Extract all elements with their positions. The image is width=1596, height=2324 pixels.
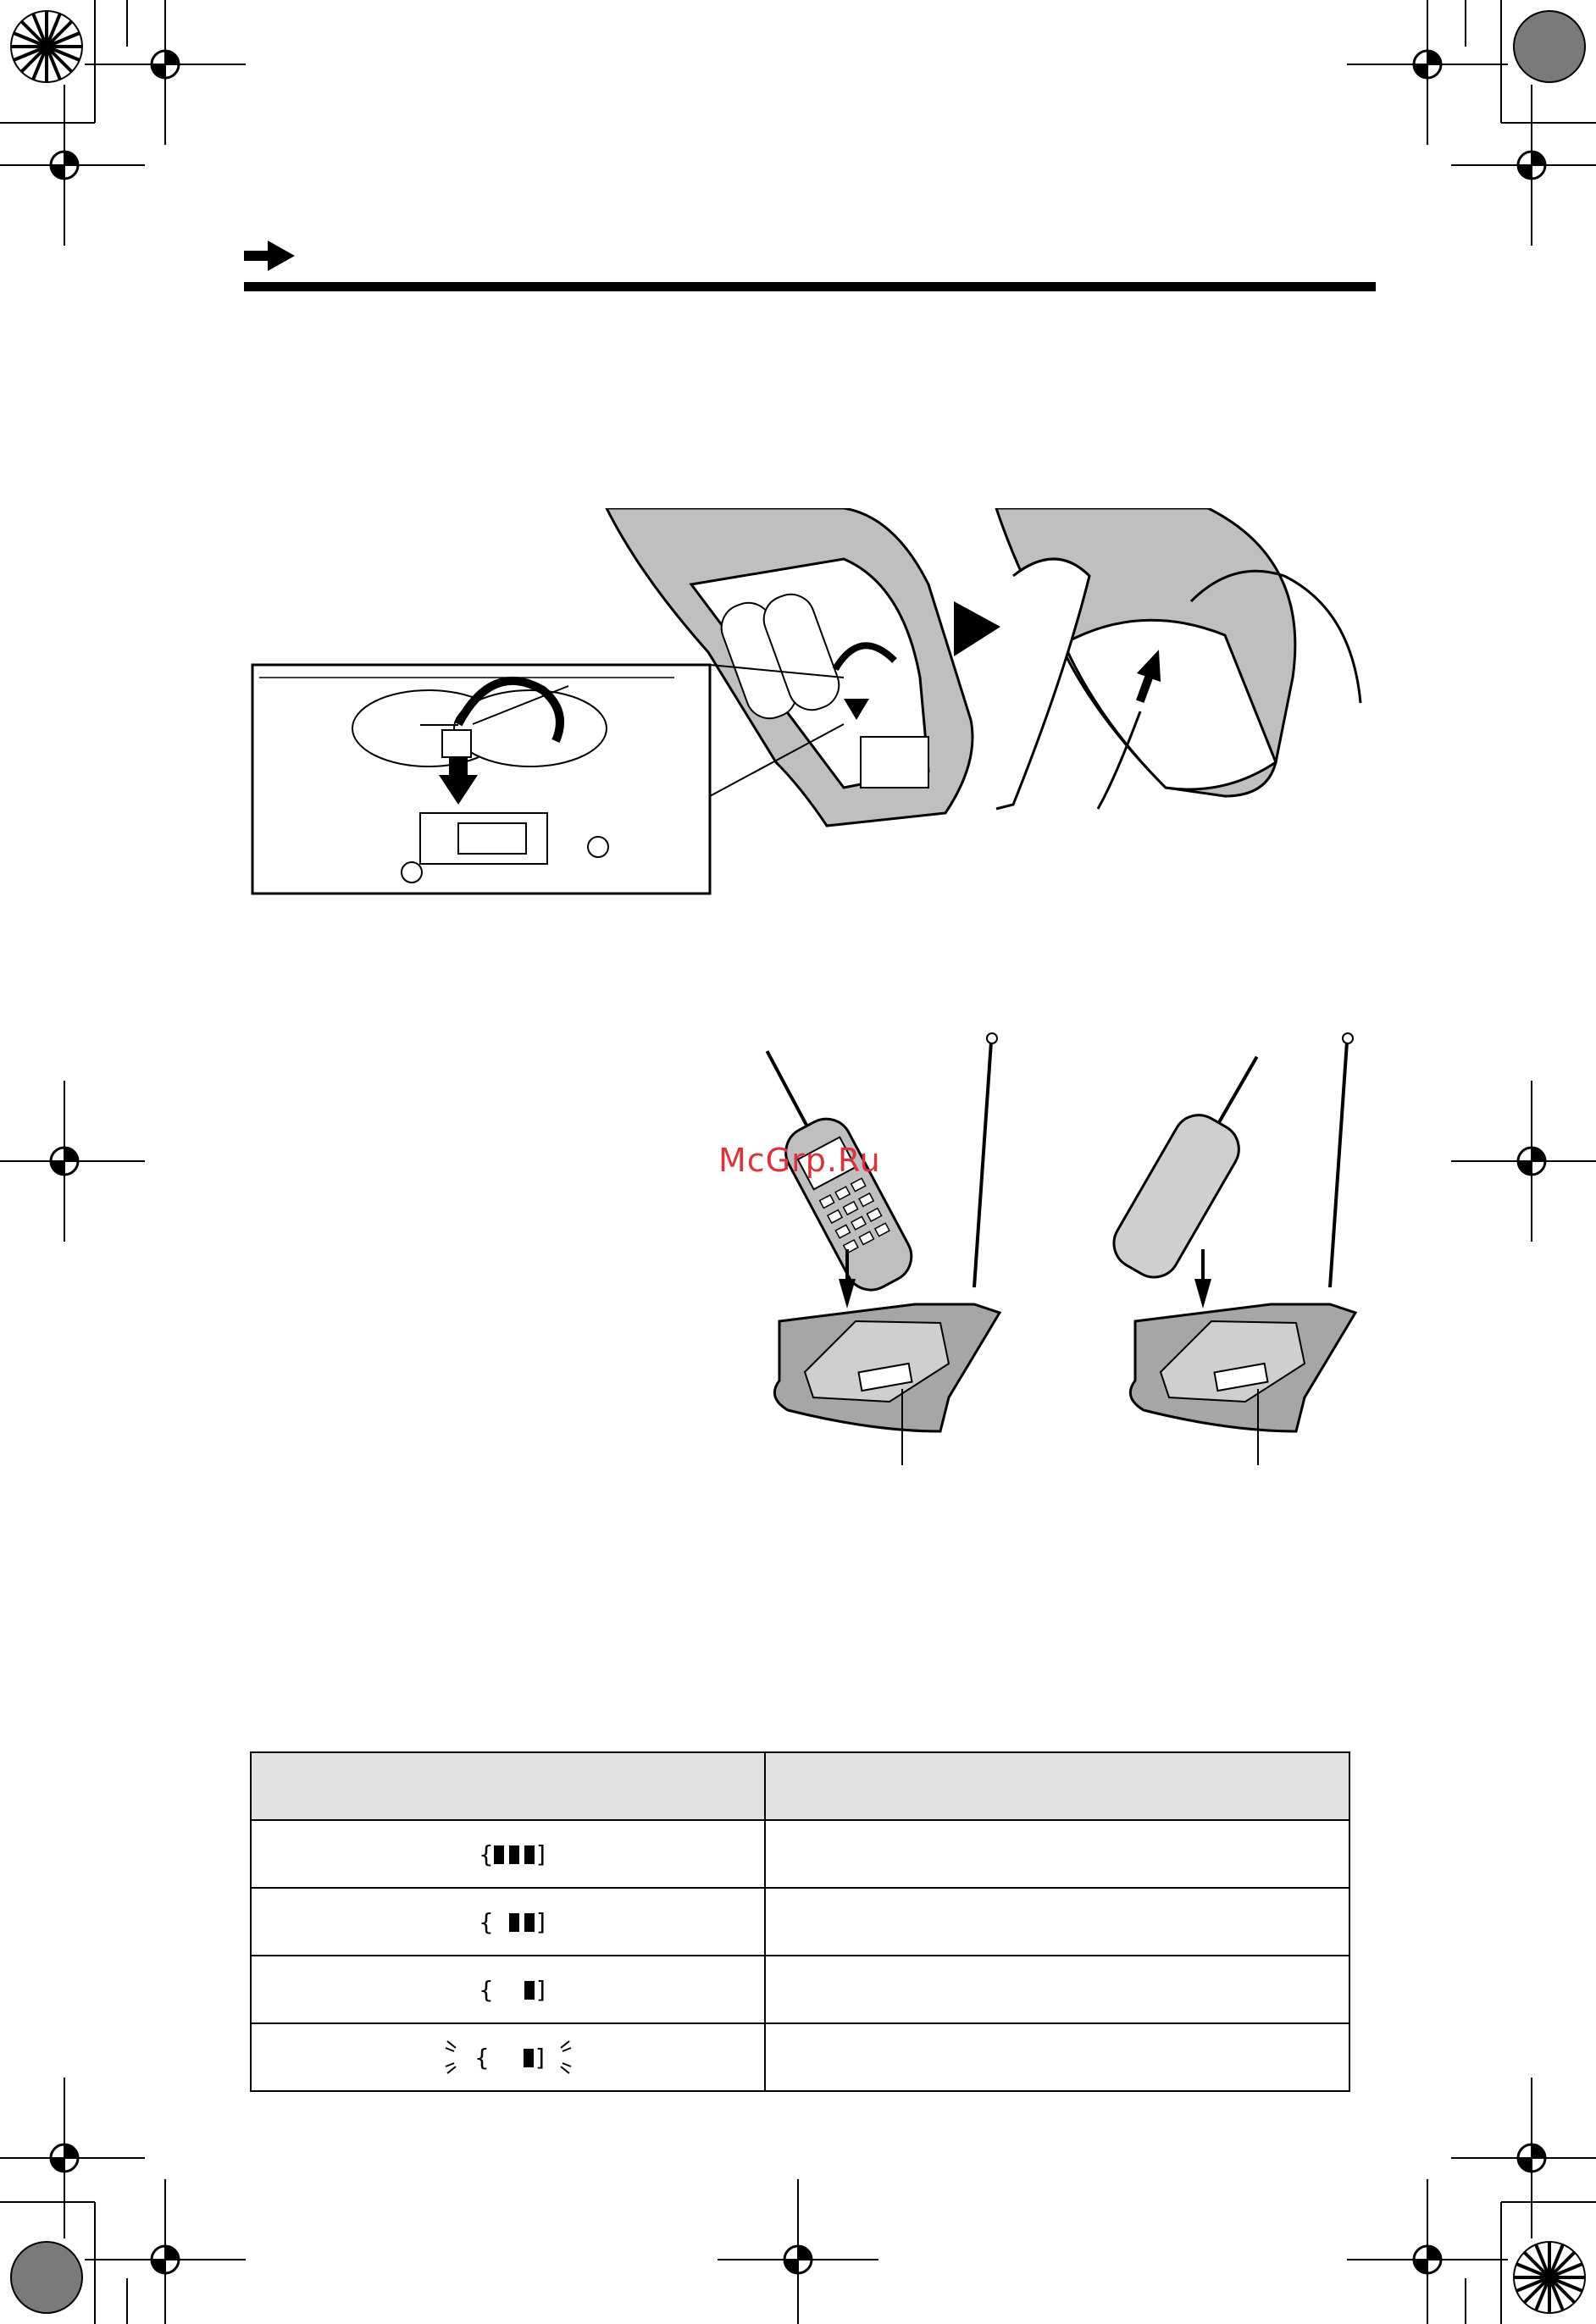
- table-cell-description: [765, 1956, 1349, 2023]
- charging-illustration-right: [1101, 1025, 1389, 1482]
- svg-text:]: ]: [535, 1840, 546, 1868]
- svg-text:{: {: [478, 1840, 494, 1868]
- battery-1-bar-flashing-icon: [441, 2036, 576, 2078]
- table-row: [251, 1888, 1349, 1956]
- table-header-description: [765, 1752, 1349, 1820]
- table-cell-description: [765, 1820, 1349, 1888]
- table-cell-description: [765, 2023, 1349, 2091]
- table-cell-description: [765, 1888, 1349, 1956]
- battery-2-bars-icon: [462, 1906, 555, 1937]
- svg-text:{: {: [478, 1976, 494, 2004]
- section-header-rule: [244, 282, 1376, 291]
- section-arrow-icon: [244, 241, 296, 271]
- svg-text:]: ]: [535, 1976, 546, 2004]
- svg-text:]: ]: [535, 2044, 545, 2072]
- battery-connection-illustration: [251, 508, 1377, 906]
- table-header-row: [251, 1752, 1349, 1820]
- watermark-text: McGrp.Ru: [718, 1142, 881, 1179]
- table-header-indicator: [251, 1752, 765, 1820]
- svg-text:{: {: [474, 2044, 490, 2072]
- table-row: [251, 1956, 1349, 2023]
- charging-illustration-left: [745, 1025, 1034, 1482]
- battery-1-bar-icon: [462, 1974, 555, 2005]
- svg-text:{: {: [478, 1908, 494, 1936]
- battery-level-table: [250, 1751, 1350, 2092]
- battery-full-3-bars-icon: [462, 1839, 555, 1869]
- svg-text:]: ]: [535, 1908, 546, 1936]
- table-row: [251, 2023, 1349, 2091]
- table-row: [251, 1820, 1349, 1888]
